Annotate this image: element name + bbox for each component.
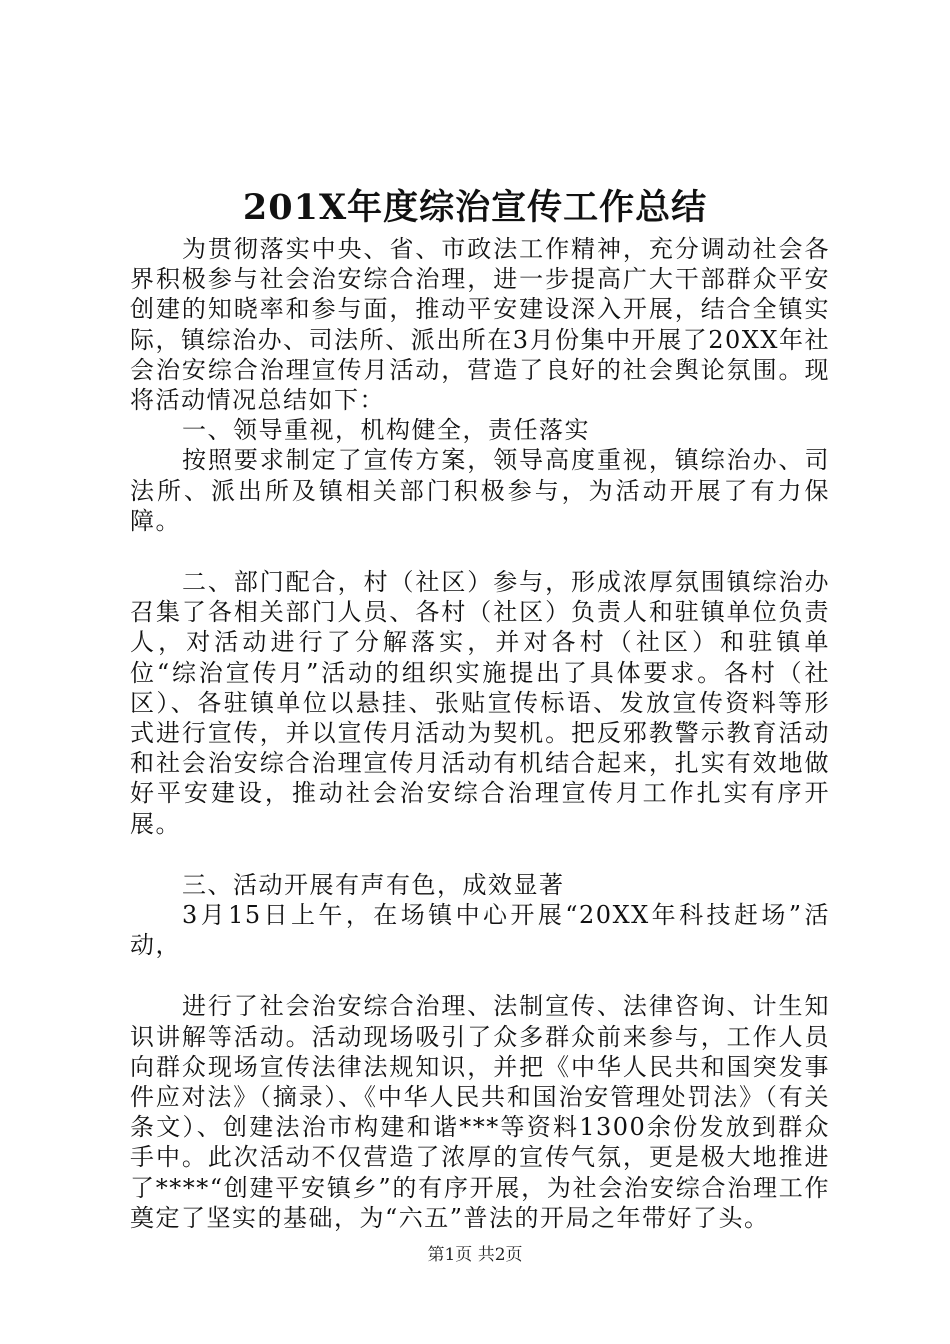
document-body: [130, 234, 830, 1233]
paragraph-spacer: [130, 536, 830, 567]
intro-paragraph: 为贯彻落实中央、省、市政法工作精神，充分调动社会各界积极参与社会治安综合治理，进一步提高广大干部群众平安创建的知晓率和参与面，推动平安建设深入开展，结合全镇实际，镇综治办、司法所、派出所在3月份集中开展了20XX年社会治安综合治理宣传月活动，营造了良好的社会舆论氛围。现将活动情况总结如下：: [130, 235, 830, 415]
page-footer: 第1页 共2页: [427, 1245, 523, 1265]
page-title: 201X年度综治宣传工作总结: [242, 187, 708, 228]
section-3-paragraph: 3月15日上午，在场镇中心开展“20XX年科技赶场”活动，: [130, 901, 830, 960]
section-heading-1: 一、领导重视，机构健全，责任落实: [182, 416, 590, 445]
section-1-paragraph: 按照要求制定了宣传方案，领导高度重视，镇综治办、司法所、派出所及镇相关部门积极参与，为活动开展了有力保障。: [130, 446, 830, 535]
section-3-continued-paragraph: 进行了社会治安综合治理、法制宣传、法律咨询、计生知识讲解等活动。活动现场吸引了众多群众前来参与，工作人员向群众现场宣传法律法规知识，并把《中华人民共和国突发事件应对法》（摘录）、《中华人民共和国治安管理处罚法》（有关条文）、创建法治市构建和谐***等资料1300余份发放到群众手中。此次活动不仅营造了浓厚的宣传气氛，更是极大地推进了****“创建平安镇乡”的有序开展，为社会治安综合治理工作奠定了坚实的基础，为“六五”普法的开局之年带好了头。: [130, 992, 830, 1232]
paragraph-spacer: [130, 960, 830, 991]
section-2-paragraph: 二、部门配合，村（社区）参与，形成浓厚氛围镇综治办召集了各相关部门人员、各村（社区）负责人和驻镇单位负责人，对活动进行了分解落实，并对各村（社区）和驻镇单位“综治宣传月”活动的组织实施提出了具体要求。各村（社区）、各驻镇单位以悬挂、张贴宣传标语、发放宣传资料等形式进行宣传，并以宣传月活动为契机。把反邪教警示教育活动和社会治安综合治理宣传月活动有机结合起来，扎实有效地做好平安建设，推动社会治安综合治理宣传月工作扎实有序开展。: [130, 568, 830, 838]
paragraph-spacer: [130, 839, 830, 870]
section-heading-3: 三、活动开展有声有色，成效显著: [182, 870, 565, 899]
